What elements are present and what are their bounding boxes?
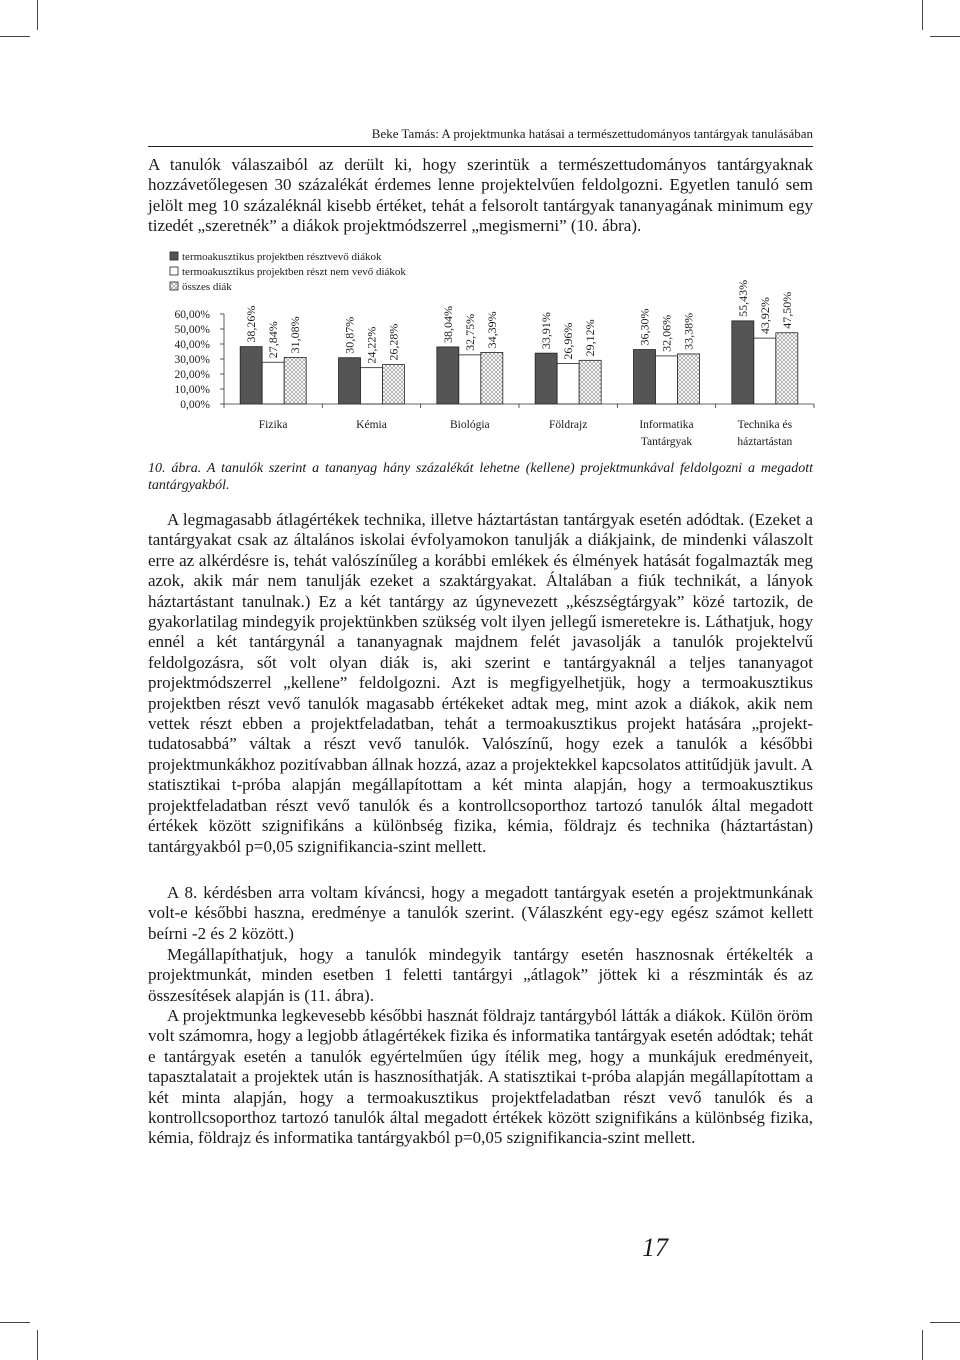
bar bbox=[262, 362, 284, 404]
y-tick-label: 20,00% bbox=[174, 369, 210, 381]
bar-chart bbox=[148, 244, 818, 454]
page-number: 17 bbox=[642, 1233, 668, 1262]
bar bbox=[240, 347, 262, 404]
body-paragraph: A legmagasabb átlagértékek technika, illetve háztartástan tantárgyak esetén adódtak. (Ezeket a tantárgyakat csak az általános iskolai évfolyamokon tanulják a diákjaink, de mindenki válaszolt erre az alkérdésre is, tehát valószínűleg a korábbi emlékek és élmények hatását fogalmazták meg azok, akik már nem tanulják ezeket a szaktárgyakat. Általában a fiúk technikát, a lányok háztartástant tanulnak.) Ez a két tantárgy az úgynevezett „készségtárgyak” közé tartozik, de gyakorlatilag mindegyik projektünkben szükség volt ilyen jellegű ismeretekre is. Láthatjuk, hogy ennél a két tantárgynál a tananyagnak majdnem felét javasolják a tanulók projektelvű feldolgozásra, sőt volt olyan diák is, aki szerint e tantárgyaknál a teljes tananyagot projektmódszerrel „kellene” feldolgozni. Azt is megfigyelhetjük, hogy a termoakusztikus projektben részt vevő tanulók magasabb értékeket adtak meg, mint azok a diákok, akik nem vettek részt ebben a projektfeladatban, tehát a termoakusztikus projekt hatására „projekt-tudatosabbá” váltak a részt vevő tanulók. Valószínű, hogy ezek a tanulók a későbbi projektmunkákhoz pozitívabban állnak hozzá, azaz a projektekkel kapcsolatos attitűdjük javult. A statisztikai t-próba alapján megállapítottam a két minta alapján, hogy a termoakusztikus projektfeladatban részt vevő tanulók és a kontrollcsoporthoz tartozó tanulók által megadott értékek között szignifikáns a különbség fizika, kémia, földrajz és technika (háztartástan) tantárgyakból p=0,05 szignifikancia-szint mellett. bbox=[148, 510, 813, 856]
bar bbox=[776, 333, 798, 404]
crop-mark bbox=[37, 1330, 38, 1360]
figure-caption bbox=[148, 460, 813, 494]
bar bbox=[678, 354, 700, 404]
bar bbox=[656, 356, 678, 404]
bar-data-label: 27,84% bbox=[266, 321, 281, 359]
legend-label: összes diák bbox=[182, 281, 232, 293]
bar-data-label: 31,08% bbox=[288, 316, 303, 354]
bar bbox=[361, 368, 383, 404]
bar bbox=[481, 352, 503, 404]
bar-data-label: 55,43% bbox=[735, 279, 750, 317]
y-tick-label: 60,00% bbox=[174, 309, 210, 321]
crop-mark bbox=[922, 1330, 923, 1360]
y-tick-label: 10,00% bbox=[174, 384, 210, 396]
x-category-label: Informatika bbox=[639, 419, 694, 431]
x-category-label: Tantárgyak bbox=[640, 436, 693, 448]
bar-data-label: 33,91% bbox=[539, 312, 554, 350]
x-category-label: Biológia bbox=[450, 419, 490, 431]
body-paragraph: A 8. kérdésben arra voltam kíváncsi, hogy a megadott tantárgyak esetén a projektmunkának volt-e későbbi haszna, eredménye a tanulók szerint. (Válaszként egy-egy egész számot kellett beírni -2 és 2 között.) bbox=[148, 883, 813, 943]
caption-text: A tanulók szerint a tananyag hány százalékát lehetne (kellene) projektmunkával feldolgozni a megadott tantárgyakból. bbox=[148, 461, 813, 493]
bar bbox=[557, 364, 579, 404]
bar-data-label: 38,26% bbox=[244, 305, 259, 343]
bar bbox=[284, 357, 306, 404]
x-axis bbox=[224, 404, 814, 448]
legend-swatch bbox=[170, 267, 178, 275]
x-category-label: Kémia bbox=[356, 419, 387, 431]
body-paragraph: Megállapíthatjuk, hogy a tanulók mindegyik tantárgy esetén hasznosnak értékelték a projektmunkát, minden esetben 1 feletti tantárgyi „átlagok” jöttek ki a részminták és az összesítések alapján is (11. ábra). bbox=[148, 945, 813, 1005]
bar-data-label: 47,50% bbox=[779, 291, 794, 329]
legend-swatch bbox=[170, 282, 178, 290]
bar-data-label: 29,12% bbox=[583, 319, 598, 357]
bar-data-label: 36,30% bbox=[637, 308, 652, 346]
x-category-label: háztartástan bbox=[737, 436, 793, 448]
bar bbox=[579, 360, 601, 404]
bar bbox=[437, 347, 459, 404]
y-tick-label: 50,00% bbox=[174, 324, 210, 336]
caption-label: 10. ábra. bbox=[148, 461, 202, 476]
bar bbox=[634, 350, 656, 404]
crop-mark bbox=[37, 0, 38, 30]
y-tick-label: 30,00% bbox=[174, 354, 210, 366]
x-category-label: Fizika bbox=[258, 419, 288, 431]
bar-data-label: 43,92% bbox=[757, 297, 772, 335]
bar-data-label: 33,38% bbox=[681, 312, 696, 350]
bar-data-label: 24,22% bbox=[364, 326, 379, 364]
bar-data-label: 26,28% bbox=[386, 323, 401, 361]
running-header: Beke Tamás: A projektmunka hatásai a természettudományos tantárgyak tanulásában bbox=[371, 126, 813, 141]
legend-label: termoakusztikus projektben részt nem vevő diákok bbox=[182, 266, 406, 278]
body-paragraph: A projektmunka legkevesebb későbbi hasznát földrajz tantárgyból látták a diákok. Külön öröm volt számomra, hogy a legjobb átlagértékek fizika és informatika tantárgyak esetén adódtak; tehát e tantárgyak esetén a tanulók egyértelműen úgy ítélik meg, hogy a munkájuk eredményeit, tapasztalatait a projektek után is hasznosíthatják. A statisztikai t-próba alapján megállapítottam a két minta alapján, hogy a termoakusztikus projektfeladatban részt vevő tanulók és a kontrollcsoporthoz tartozó tanulók által megadott értékek között szignifikáns a különbség fizika, kémia, földrajz és informatika tantárgyakból p=0,05 szignifikancia-szint mellett. bbox=[148, 1006, 813, 1148]
bar bbox=[339, 358, 361, 404]
bar bbox=[754, 338, 776, 404]
x-category-label: Technika és bbox=[737, 419, 793, 431]
bar-data-label: 32,75% bbox=[462, 313, 477, 351]
bar-data-label: 26,96% bbox=[561, 322, 576, 360]
y-axis bbox=[175, 309, 224, 411]
header-rule bbox=[148, 146, 813, 147]
bar-data-label: 34,39% bbox=[484, 311, 499, 349]
bar-area bbox=[240, 280, 798, 404]
intro-paragraph: A tanulók válaszaiból az derült ki, hogy szerintük a természettudományos tantárgyaknak hozzávetőlegesen 30 százalékát érdemes lenne projektelvűen feldolgozni. Egyetlen tanuló sem jelölt meg 10 százaléknál kisebb értéket, tehát a felsorolt tantárgyak tananyagának minimum egy tizedét „szeretnék” a diákok projektmódszerrel „megismerni” (10. ábra). bbox=[148, 155, 813, 236]
x-category-label: Földrajz bbox=[549, 419, 588, 431]
legend-swatch bbox=[170, 252, 178, 260]
bar-data-label: 32,06% bbox=[659, 314, 674, 352]
y-tick-label: 40,00% bbox=[174, 339, 210, 351]
crop-mark bbox=[0, 36, 30, 37]
bar bbox=[383, 365, 405, 404]
crop-mark bbox=[922, 0, 923, 30]
bar bbox=[459, 355, 481, 404]
chart-legend bbox=[170, 251, 406, 293]
crop-mark bbox=[0, 1322, 30, 1323]
bar bbox=[732, 321, 754, 404]
bar-data-label: 38,04% bbox=[440, 305, 455, 343]
bar bbox=[535, 353, 557, 404]
crop-mark bbox=[930, 36, 960, 37]
bar-data-label: 30,87% bbox=[342, 316, 357, 354]
legend-label: termoakusztikus projektben résztvevő diákok bbox=[182, 251, 382, 263]
y-tick-label: 0,00% bbox=[180, 399, 210, 411]
crop-mark bbox=[930, 1322, 960, 1323]
